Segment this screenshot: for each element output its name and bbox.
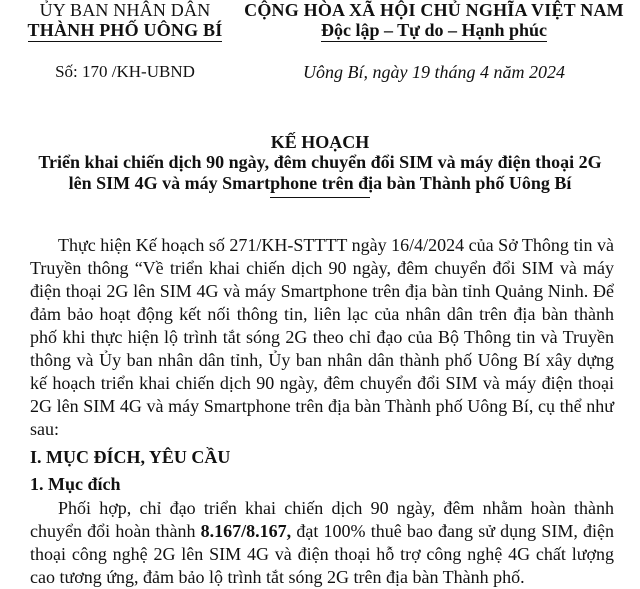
title-divider	[270, 197, 370, 198]
document-title-block	[0, 132, 640, 198]
nation-name: CỘNG HÒA XÃ HỘI CHỦ NGHĨA VIỆT NAM	[244, 0, 624, 20]
purpose-text-end: đạt 100% thuê bao đang sử dụng SIM, điện thoại công nghệ 2G lên SIM 4G và điện thoại hỗ trợ công nghệ 4G chất lượng cao tương ứng, đảm bảo lộ trình tắt sóng 2G trên địa bàn Thành phố.	[30, 521, 614, 587]
document-type-title: KẾ HOẠCH	[270, 132, 370, 152]
document-number: Số: 170 /KH-UBND	[55, 62, 195, 81]
issuing-authority	[18, 0, 232, 42]
purpose-text-start: Phối hợp, chỉ đạo triển khai chiến dịch 90 ngày, đêm nhằm hoàn thành chuyển đổi hoàn thành	[30, 498, 614, 541]
title-subject-line-2: lên SIM 4G và máy Smartphone trên địa bàn Thành phố Uông Bí	[68, 173, 572, 193]
document-date: Uông Bí, ngày 19 tháng 4 năm 2024	[303, 62, 565, 82]
purpose-bold-figure: 8.167/8.167,	[200, 521, 292, 541]
authority-line-2-wrap	[18, 20, 232, 42]
national-motto	[244, 0, 624, 42]
motto-text: Độc lập – Tự do – Hạnh phúc	[320, 20, 548, 40]
title-subject-line-1: Triển khai chiến dịch 90 ngày, đêm chuyển đổi SIM và máy điện thoại 2G	[38, 152, 602, 172]
authority-line-2: THÀNH PHỐ UÔNG BÍ	[27, 20, 223, 40]
section-heading-1: I. MỤC ĐÍCH, YÊU CẦU	[30, 447, 231, 467]
purpose-paragraph	[30, 497, 614, 589]
intro-paragraph: Thực hiện Kế hoạch số 271/KH-STTTT ngày 16/4/2024 của Sở Thông tin và Truyền thông “Về triển khai chiến dịch 90 ngày, đêm chuyển đổi SIM và máy điện thoại 2G lên SIM 4G và máy Smartphone trên địa bàn tỉnh Quảng Ninh. Để đảm bảo hoạt động kết nối thông tin, liên lạc của nhân dân trên địa bàn thành phố khi thực hiện lộ trình tắt sóng 2G theo chỉ đạo của Bộ Thông tin và Truyền thông và Ủy ban nhân dân tỉnh, Ủy ban nhân dân thành phố Uông Bí xây dựng kế hoạch triển khai chiến dịch 90 ngày, đêm chuyển đổi SIM và máy điện thoại 2G lên SIM 4G và máy Smartphone trên địa bàn Thành phố Uông Bí, cụ thể như sau:	[30, 235, 614, 439]
document-body	[30, 234, 614, 589]
authority-line-1: ỦY BAN NHÂN DÂN	[39, 0, 211, 20]
motto-wrap	[244, 20, 624, 42]
subsection-heading-1: 1. Mục đích	[30, 474, 121, 494]
document-header	[0, 0, 640, 90]
